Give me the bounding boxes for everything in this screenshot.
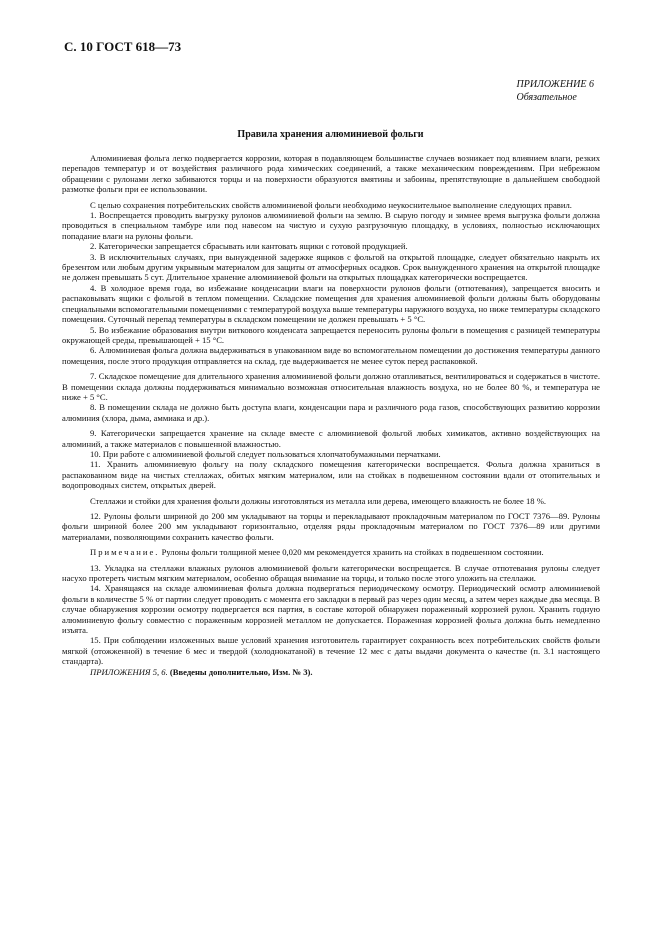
rule-paragraph: 10. При работе с алюминиевой фольгой следует пользоваться хлопчатобумажными перчатками. xyxy=(90,448,441,459)
rule-paragraph: 2. Категорически запрещается сбрасывать или кантовать ящики с готовой продукцией. xyxy=(90,241,408,252)
rule-paragraph: Стеллажи и стойки для хранения фольги должны изготовляться из металла или дерева, имеющего влажность не более 18 %. xyxy=(90,495,547,506)
intro-paragraph: Алюминиевая фольга легко подвергается коррозии, которая в подавляющем большинстве случаев возникает под влиянием влаги, резких перепадов температур и от воздействия различного рода химических соединений, а также механическим повреждениям. При небрежном обращении с рулонами легко забиваются торцы и на поверхности образуются вмятины и забоины, препятствующие в дальнейшем свободной размотке фольги при ее использовании. xyxy=(62,153,600,195)
note-text: Рулоны фольги толщиной менее 0,020 мм рекомендуется хранить на стойках в подвешенном состоянии. xyxy=(159,547,544,558)
document-body xyxy=(62,153,600,677)
rule-paragraph: 15. При соблюдении изложенных выше условий хранения изготовитель гарантирует сохранность всех потребительских свойств фольги мягкой (отожженной) в течение 6 мес и твердой (холоднокатаной) в течение 12 мес с даты выдачи документа о качестве (п. 3.1 настоящего стандарта). xyxy=(62,635,600,667)
amendment-text: (Введены дополнительно, Изм. № 3). xyxy=(167,666,313,677)
intro-paragraph: С целью сохранения потребительских свойств алюминиевой фольги необходимо неукоснительное выполнение следующих правил. xyxy=(90,199,572,210)
rule-paragraph: 12. Рулоны фольги шириной до 200 мм укладывают на торцы и перекладывают прокладочным материалом по ГОСТ 7376—89. Рулоны фольги шириной более 200 мм укладывают горизонтально, отделяя ряды прокладочным материалом по ГОСТ 7376—89 или другими материалами, позволяющими сохранить качество фольги. xyxy=(62,511,600,542)
rule-paragraph: 14. Хранящаяся на складе алюминиевая фольга должна подвергаться периодическому осмотру. Периодический осмотр алюминиевой фольги в количестве 5 % от партии следует проводить с момента его закладки в первый раз через один месяц, а затем через каждые два месяца. В случае обнаружения коррозии осмотру подвергается вся партия, в составе которой обнаружен пораженный коррозией рулон. Хранить годную алюминиевую фольгу совместно с пораженным коррозией металлом не допускается. Пораженная коррозией фольга должна быть немедленно изъята. xyxy=(62,583,600,636)
appendix-label xyxy=(517,78,595,104)
amendment-appendices: ПРИЛОЖЕНИЯ 5, 6. xyxy=(90,666,168,677)
rule-paragraph: 7. Складское помещение для длительного хранения алюминиевой фольги должно отапливаться, вентилироваться и содержаться в чистоте. В помещении склада должны поддерживаться минимально возможная относительная влажность воздуха, но не более 80 %, и температура не ниже + 5 °С. xyxy=(62,371,600,402)
rule-paragraph: 9. Категорически запрещается хранение на складе вместе с алюминиевой фольгой любых химикатов, активно воздействующих на алюминий, а также материалов с повышенной влажностью. xyxy=(62,428,600,449)
amendment-note xyxy=(62,667,600,677)
document-title: Правила хранения алюминиевой фольги xyxy=(237,129,424,140)
appendix-status: Обязательное xyxy=(516,92,577,103)
rule-paragraph: 11. Хранить алюминиевую фольгу на полу складского помещения категорически воспрещается. Фольга должна храниться в распакованном виде на чистых стеллажах, обитых мягким материалом, или на стойках в подвешенном состоянии вдали от отопительных и водопроводных систем, открытых дверей. xyxy=(62,459,600,491)
note-label: Примечание. xyxy=(90,547,160,558)
rule-paragraph: 6. Алюминиевая фольга должна выдерживаться в упакованном виде во вспомогательном помещении до достижения температуры данного помещения, после этого продукция отправляется на склад, где выдерживается не менее суток перед распаковкой. xyxy=(62,345,600,366)
rule-paragraph: 5. Во избежание образования внутри виткового конденсата запрещается переносить рулоны фольги в помещения с разницей температуры окружающей среды, превышающей + 15 °С. xyxy=(62,324,600,345)
rule-paragraph: 4. В холодное время года, во избежание конденсации влаги на поверхности рулонов фольги (отпотевания), запрещается вносить и распаковывать ящики с фольгой в теплом помещении. Складские помещения для хранения алюминиевой фольги должны быть оборудованы специальными вспомогательными помещениями с температурой воздуха выше температуры наружного воздуха, но ниже температуры складского помещения. Суточный перепад температуры в складском помещении не должен превышать + 5 °С. xyxy=(62,282,600,325)
rule-paragraph: 3. В исключительных случаях, при вынужденной задержке ящиков с фольгой на открытой площадке, следует обязательно накрыть их брезентом или любым другим укрывным материалом для защиты от атмосферных осадков. Срок вынужденного хранения на открытой площадке не должен превышать 5 сут. Длительное хранение алюминиевой фольги на открытых площадках категорически воспрещается. xyxy=(62,251,600,283)
page-header: С. 10 ГОСТ 618—73 xyxy=(64,39,182,54)
rule-paragraph: 1. Воспрещается проводить выгрузку рулонов алюминиевой фольги на землю. В сырую погоду и зимнее время выгрузка фольги должна проводиться в специальном тамбуре или под навесом на чистую и сухую разгрузочную площадку, в условиях, полностью исключающих попадание влаги на рулоны фольги. xyxy=(62,210,600,241)
rule-paragraph: 8. В помещении склада не должно быть доступа влаги, конденсации пара и различного рода газов, способствующих развитию коррозии алюминия (хлора, дыма, аммиака и др.). xyxy=(62,402,600,423)
rule-paragraph: 13. Укладка на стеллажи влажных рулонов алюминиевой фольги категорически воспрещается. В случае отпотевания рулоны следует насухо протереть чистым мягким материалом, особенно обращая внимание на торцы, и только после этого уложить на стеллажи. xyxy=(62,562,600,584)
note-paragraph xyxy=(62,547,600,557)
appendix-number: ПРИЛОЖЕНИЕ 6 xyxy=(516,79,594,90)
